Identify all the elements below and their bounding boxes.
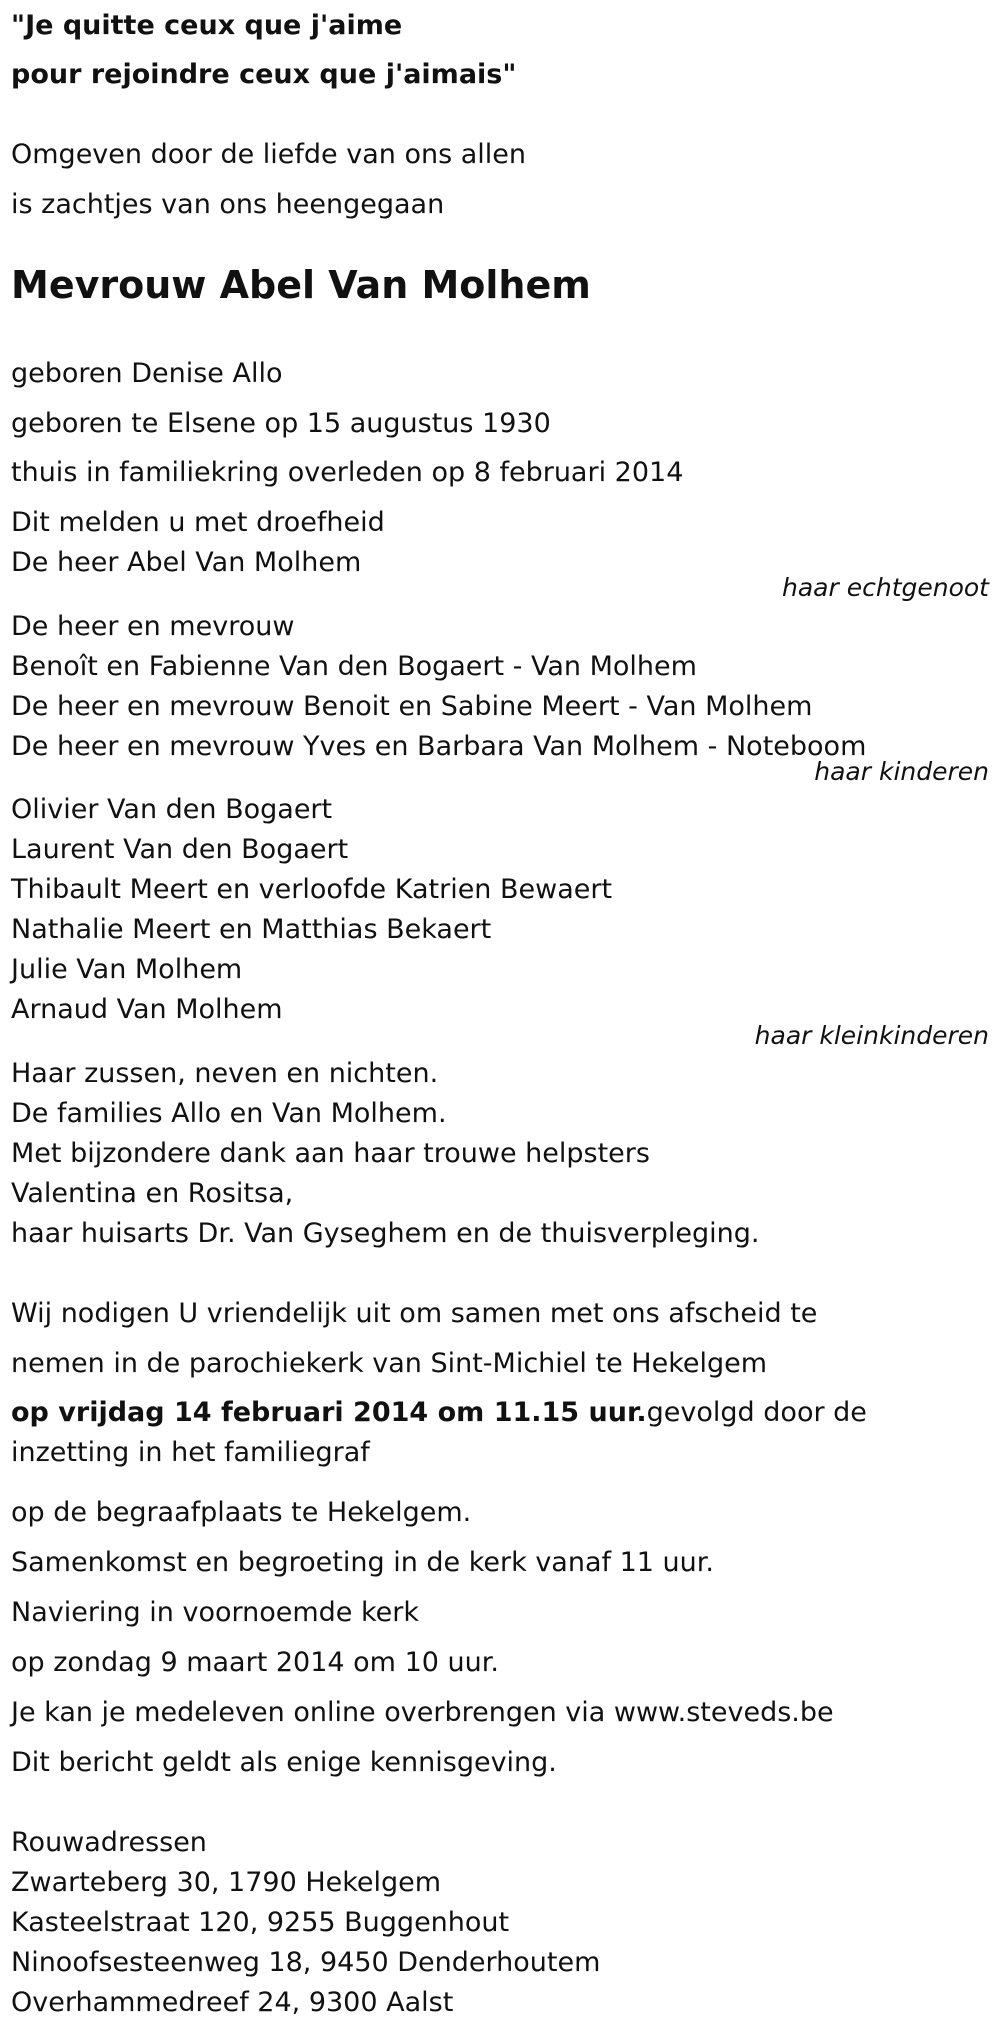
deceased-name: Mevrouw Abel Van Molhem — [11, 263, 591, 307]
quote-line-1: "Je quitte ceux que j'aime — [11, 10, 403, 41]
addresses-heading: Rouwadressen — [11, 1827, 207, 1858]
birth-name: geboren Denise Allo — [11, 358, 283, 389]
invitation-line-1: Wij nodigen U vriendelijk uit om samen met ons afscheid te — [11, 1298, 818, 1329]
invitation-line-4: op de begraafplaats te Hekelgem. — [11, 1497, 472, 1528]
invitation-line-2: nemen in de parochiekerk van Sint-Michiel te Hekelgem — [11, 1348, 768, 1379]
service-date: op vrijdag 14 februari 2014 om 11.15 uur. — [11, 1397, 647, 1428]
spouse-role: haar echtgenoot — [782, 573, 989, 602]
grandchildren-role: haar kleinkinderen — [754, 1021, 989, 1050]
children-role: haar kinderen — [814, 757, 989, 786]
invitation-line-7: op zondag 9 maart 2014 om 10 uur. — [11, 1647, 499, 1678]
death-date: thuis in familiekring overleden op 8 februari 2014 — [11, 457, 684, 488]
address-line: Kasteelstraat 120, 9255 Buggenhout — [11, 1907, 510, 1938]
family-line: haar huisarts Dr. Van Gyseghem en de thuisverpleging. — [11, 1218, 760, 1249]
birth-date: geboren te Elsene op 15 augustus 1930 — [11, 408, 551, 439]
service-date-paragraph — [11, 1393, 986, 1473]
notice-line: Dit bericht geldt als enige kennisgeving. — [11, 1747, 557, 1778]
intro-line-2: is zachtjes van ons heengegaan — [11, 189, 445, 220]
grandchild-line: Arnaud Van Molhem — [11, 994, 283, 1025]
grandchild-line: Julie Van Molhem — [11, 954, 243, 985]
children-line: De heer en mevrouw — [11, 611, 295, 642]
grandchild-line: Laurent Van den Bogaert — [11, 834, 349, 865]
family-line: De families Allo en Van Molhem. — [11, 1098, 447, 1129]
address-line: Overhammedreef 24, 9300 Aalst — [11, 1987, 454, 2018]
online-condolence-line: Je kan je medeleven online overbrengen via www.steveds.be — [11, 1697, 834, 1728]
address-line: Ninoofsesteenweg 18, 9450 Denderhoutem — [11, 1947, 601, 1978]
children-line: De heer en mevrouw Benoit en Sabine Meert - Van Molhem — [11, 691, 813, 722]
children-line: De heer en mevrouw Yves en Barbara Van Molhem - Noteboom — [11, 731, 867, 762]
grandchild-line: Thibault Meert en verloofde Katrien Bewaert — [11, 874, 613, 905]
address-line: Zwarteberg 30, 1790 Hekelgem — [11, 1867, 442, 1898]
family-line: Valentina en Rositsa, — [11, 1178, 294, 1209]
family-line: Haar zussen, neven en nichten. — [11, 1058, 439, 1089]
grandchild-line: Olivier Van den Bogaert — [11, 794, 333, 825]
family-line: Met bijzondere dank aan haar trouwe helpsters — [11, 1138, 650, 1169]
quote-line-2: pour rejoindre ceux que j'aimais" — [11, 59, 517, 90]
service-date-rest: gevolgd door de inzetting in het familiegraf — [11, 1397, 867, 1468]
spouse-name: De heer Abel Van Molhem — [11, 547, 362, 578]
invitation-line-5: Samenkomst en begroeting in de kerk vanaf 11 uur. — [11, 1547, 714, 1578]
grandchild-line: Nathalie Meert en Matthias Bekaert — [11, 914, 492, 945]
announcement: Dit melden u met droefheid — [11, 507, 385, 538]
invitation-line-6: Naviering in voornoemde kerk — [11, 1597, 420, 1628]
intro-line-1: Omgeven door de liefde van ons allen — [11, 139, 527, 170]
children-line: Benoît en Fabienne Van den Bogaert - Van Molhem — [11, 651, 697, 682]
